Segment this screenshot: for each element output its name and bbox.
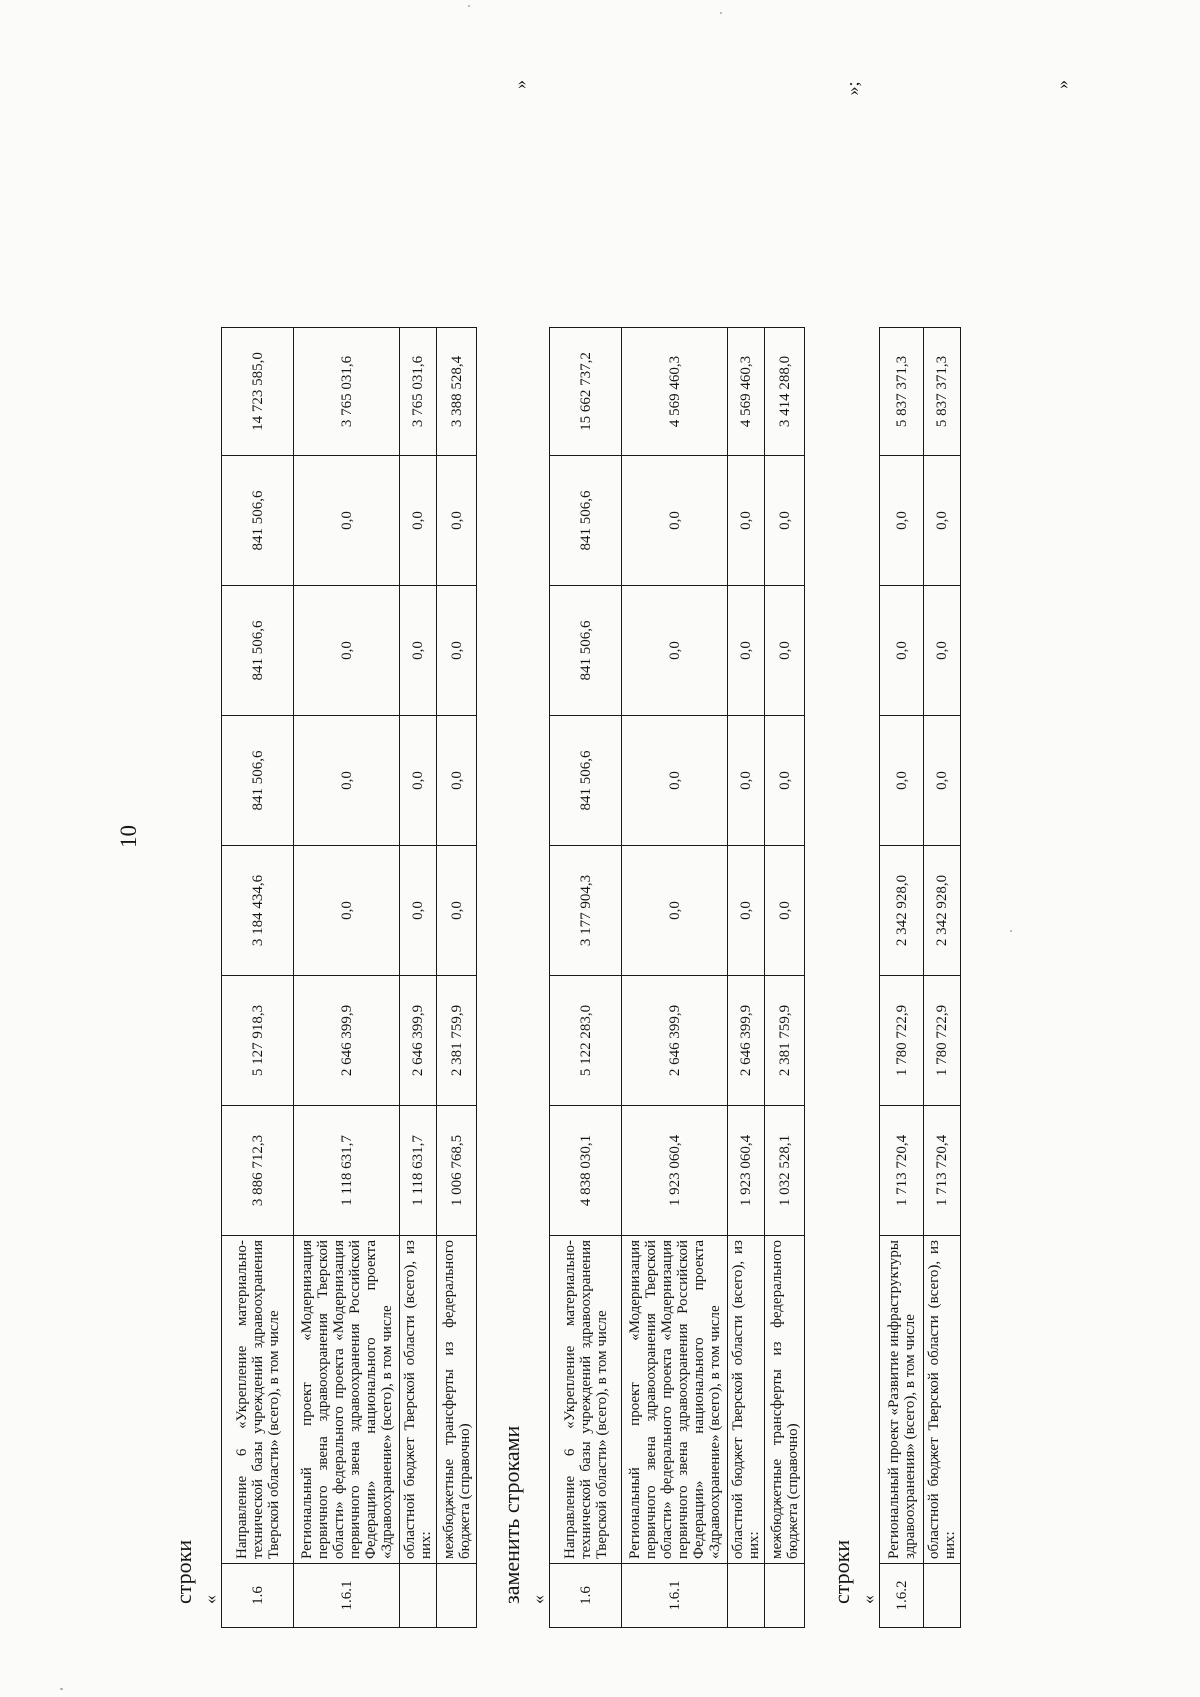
value-cell: 3 765 031,6 <box>400 328 437 456</box>
value-cell: 0,0 <box>728 716 765 846</box>
value-cell: 2 646 399,9 <box>728 976 765 1106</box>
value-cell: 5 127 918,3 <box>222 976 294 1106</box>
value-cell: 2 381 759,9 <box>765 976 805 1106</box>
value-cell: 0,0 <box>765 846 805 976</box>
value-cell: 841 506,6 <box>550 456 622 586</box>
table-row <box>550 328 622 1628</box>
row-name: Направление 6 «Укрепление материально-технической базы учреждений здравоохранения Тверской области» (всего), в том числе <box>550 1236 622 1564</box>
scan-speck <box>60 1688 63 1690</box>
budget-table <box>549 327 805 1628</box>
value-cell: 1 923 060,4 <box>622 1106 728 1236</box>
value-cell: 0,0 <box>622 846 728 976</box>
value-cell: 0,0 <box>765 586 805 716</box>
value-cell: 0,0 <box>622 716 728 846</box>
row-name: Региональный проект «Модернизация первичного звена здравоохранения Тверской области» федерального проекта «Модернизация первичного звена здравоохранения Российской Федерации» национального проекта «Здравоохранение» (всего), в том числе <box>622 1236 728 1564</box>
section-label: заменить строками <box>499 1425 524 1604</box>
row-index <box>924 1564 961 1628</box>
value-cell: 0,0 <box>924 456 961 586</box>
value-cell: 2 646 399,9 <box>622 976 728 1106</box>
value-cell: 0,0 <box>437 456 477 586</box>
value-cell: 2 646 399,9 <box>294 976 400 1106</box>
row-index: 1.6.1 <box>294 1564 400 1628</box>
value-cell: 1 713 720,4 <box>880 1106 924 1236</box>
row-name: Региональный проект «Модернизация первичного звена здравоохранения Тверской области» федерального проекта «Модернизация первичного звена здравоохранения Российской Федерации» национального проекта «Здравоохранение» (всего), в том числе <box>294 1236 400 1564</box>
value-cell: 3 886 712,3 <box>222 1106 294 1236</box>
row-index: 1.6 <box>550 1564 622 1628</box>
row-index: 1.6.2 <box>880 1564 924 1628</box>
table-row <box>880 328 924 1628</box>
value-cell: 0,0 <box>294 846 400 976</box>
row-name: областной бюджет Тверской области (всего), из них: <box>728 1236 765 1564</box>
value-cell: 5 837 371,3 <box>880 328 924 456</box>
table-row <box>622 328 728 1628</box>
value-cell: 0,0 <box>294 456 400 586</box>
value-cell: 0,0 <box>765 456 805 586</box>
row-index <box>437 1564 477 1628</box>
value-cell: 1 006 768,5 <box>437 1106 477 1236</box>
value-cell: 1 780 722,9 <box>924 976 961 1106</box>
scan-speck <box>468 5 470 7</box>
value-cell: 1 118 631,7 <box>400 1106 437 1236</box>
value-cell: 1 780 722,9 <box>880 976 924 1106</box>
value-cell: 14 723 585,0 <box>222 328 294 456</box>
value-cell: 0,0 <box>924 586 961 716</box>
row-name: областной бюджет Тверской области (всего), из них: <box>924 1236 961 1564</box>
value-cell: 841 506,6 <box>222 716 294 846</box>
value-cell: 0,0 <box>437 716 477 846</box>
value-cell: 0,0 <box>728 846 765 976</box>
value-cell: 1 923 060,4 <box>728 1106 765 1236</box>
table-row <box>437 328 477 1628</box>
row-name: межбюджетные трансферты из федерального бюджета (справочно) <box>765 1236 805 1564</box>
value-cell: 2 381 759,9 <box>437 976 477 1106</box>
value-cell: 4 569 460,3 <box>728 328 765 456</box>
value-cell: 0,0 <box>765 716 805 846</box>
row-name: межбюджетные трансферты из федерального бюджета (справочно) <box>437 1236 477 1564</box>
section-block-rows <box>828 108 961 1628</box>
value-cell: 0,0 <box>622 586 728 716</box>
value-cell: 1 713 720,4 <box>924 1106 961 1236</box>
value-cell: 2 342 928,0 <box>924 846 961 976</box>
value-cell: 2 342 928,0 <box>880 846 924 976</box>
value-cell: 841 506,6 <box>550 586 622 716</box>
table-row <box>400 328 437 1628</box>
value-cell: 841 506,6 <box>222 586 294 716</box>
value-cell: 3 765 031,6 <box>294 328 400 456</box>
budget-table <box>879 327 961 1628</box>
row-index <box>765 1564 805 1628</box>
value-cell: 0,0 <box>880 716 924 846</box>
value-cell: 4 838 030,1 <box>550 1106 622 1236</box>
value-cell: 0,0 <box>880 586 924 716</box>
value-cell: 0,0 <box>437 846 477 976</box>
value-cell: 3 414 288,0 <box>765 328 805 456</box>
value-cell: 0,0 <box>924 716 961 846</box>
table-row <box>222 328 294 1628</box>
table-row <box>924 328 961 1628</box>
value-cell: 0,0 <box>622 456 728 586</box>
budget-table <box>221 327 477 1628</box>
section-block-replace-from <box>170 108 477 1628</box>
value-cell: 0,0 <box>728 456 765 586</box>
value-cell: 3 184 434,6 <box>222 846 294 976</box>
value-cell: 15 662 737,2 <box>550 328 622 456</box>
table-row <box>728 328 765 1628</box>
row-name: Региональный проект «Развитие инфраструктуры здравоохранения» (всего), в том числе <box>880 1236 924 1564</box>
value-cell: 0,0 <box>400 456 437 586</box>
scan-speck <box>720 12 722 14</box>
value-cell: 0,0 <box>400 846 437 976</box>
section-label: строки <box>171 1539 196 1604</box>
open-quote: « <box>528 1595 548 1604</box>
value-cell: 0,0 <box>294 716 400 846</box>
row-name: областной бюджет Тверской области (всего), из них: <box>400 1236 437 1564</box>
value-cell: 5 837 371,3 <box>924 328 961 456</box>
value-cell: 0,0 <box>880 456 924 586</box>
value-cell: 0,0 <box>294 586 400 716</box>
value-cell: 2 646 399,9 <box>400 976 437 1106</box>
value-cell: 841 506,6 <box>550 716 622 846</box>
value-cell: 1 118 631,7 <box>294 1106 400 1236</box>
value-cell: 1 032 528,1 <box>765 1106 805 1236</box>
value-cell: 3 177 904,3 <box>550 846 622 976</box>
value-cell: 5 122 283,0 <box>550 976 622 1106</box>
value-cell: 4 569 460,3 <box>622 328 728 456</box>
close-quote: » <box>510 80 530 89</box>
row-index: 1.6 <box>222 1564 294 1628</box>
section-block-replace-with <box>498 108 805 1628</box>
open-quote: « <box>858 1595 878 1604</box>
row-name: Направление 6 «Укрепление материально-технической базы учреждений здравоохранения Тверской области» (всего), в том числе <box>222 1236 294 1564</box>
value-cell: 3 388 528,4 <box>437 328 477 456</box>
value-cell: 0,0 <box>400 716 437 846</box>
open-quote: « <box>200 1595 220 1604</box>
close-quote: » <box>1052 80 1072 89</box>
close-quote: »; <box>842 81 863 96</box>
row-index <box>728 1564 765 1628</box>
table-row <box>294 328 400 1628</box>
section-label: строки <box>829 1539 854 1604</box>
value-cell: 0,0 <box>437 586 477 716</box>
value-cell: 841 506,6 <box>222 456 294 586</box>
value-cell: 0,0 <box>400 586 437 716</box>
row-index: 1.6.1 <box>622 1564 728 1628</box>
table-row <box>765 328 805 1628</box>
row-index <box>400 1564 437 1628</box>
page-number: 10 <box>116 825 141 848</box>
scan-speck <box>1010 930 1012 932</box>
value-cell: 0,0 <box>728 586 765 716</box>
